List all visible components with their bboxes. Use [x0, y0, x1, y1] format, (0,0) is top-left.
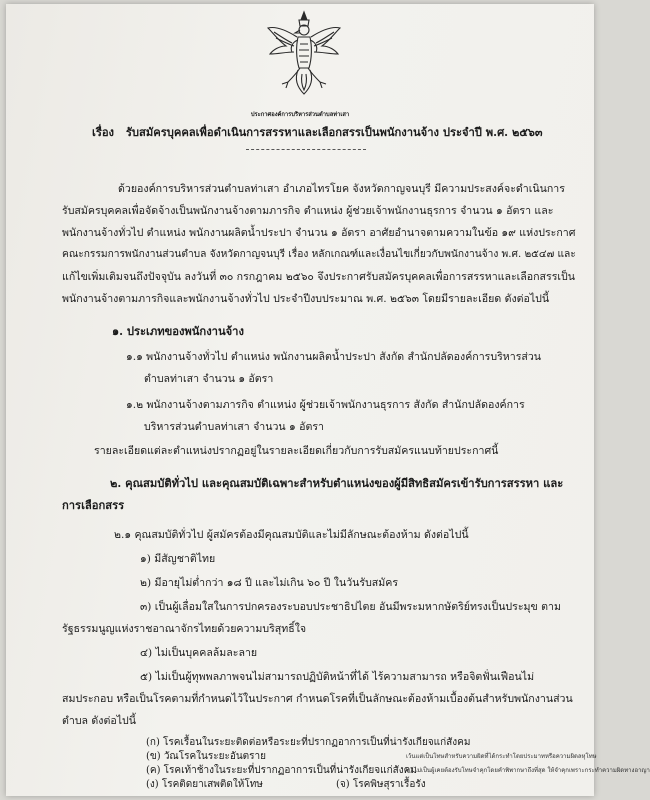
- qualification-item: ๔) ไม่เป็นบุคคลล้มละลาย: [140, 647, 258, 659]
- intro-line: คณะกรรมการพนักงานส่วนตำบล จังหวัดกาญจนบุรี เรื่อง หลักเกณฑ์และเงื่อนไขเกี่ยวกับพนักงานจ้าง พ.ศ. ๒๕๔๗ และ: [62, 249, 576, 260]
- disease-item: (ข) วัณโรคในระยะอันตราย: [146, 751, 267, 762]
- subject-line: [92, 125, 543, 139]
- subject-label: เรื่อง: [92, 125, 115, 139]
- intro-line: พนักงานจ้างตามภารกิจและพนักงานจ้างทั่วไป ประจำปีงบประมาณ พ.ศ. ๒๕๖๓ โดยมีรายละเอียด ดังต่อไปนี้: [62, 293, 550, 305]
- disease-item: (จ) โรคพิษสุราเรื้อรัง: [336, 779, 426, 790]
- disease-item: (ก) โรคเรื้อนในระยะติดต่อหรือระยะที่ปรากฏอาการเป็นที่น่ารังเกียจแก่สังคม: [146, 737, 471, 748]
- qualification-item: ๖) ไม่เป็นผู้เคยต้องรับโทษจำคุกโดยคำพิพากษาถึงที่สุด ให้จำคุกเพราะกระทำความผิดทางอาญา: [406, 767, 650, 774]
- qualification-item: ตำบล ดังต่อไปนี้: [62, 715, 137, 727]
- garuda-emblem-icon: [264, 10, 344, 98]
- qualification-item: เว้นแต่เป็นโทษสำหรับความผิดที่ได้กระทำโดยประมาทหรือความผิดลหุโทษ: [406, 753, 597, 760]
- section-2-item: ๒.๑ คุณสมบัติทั่วไป ผู้สมัครต้องมีคุณสมบัติและไม่มีลักษณะต้องห้าม ดังต่อไปนี้: [114, 529, 469, 541]
- qualification-item: ๓) เป็นผู้เลื่อมใสในการปกครองระบอบประชาธิปไตย อันมีพระมหากษัตริย์ทรงเป็นประมุข ตาม: [140, 601, 561, 613]
- qualification-item: สมประกอบ หรือเป็นโรคตามที่กำหนดไว้ในประกาศ กำหนดโรคที่เป็นลักษณะต้องห้ามเบื้องต้นสำหรับพนักงานส่วน: [62, 693, 573, 705]
- qualification-item: รัฐธรรมนูญแห่งราชอาณาจักรไทยด้วยความบริสุทธิ์ใจ: [62, 623, 307, 635]
- intro-line: รับสมัครบุคคลเพื่อจัดจ้างเป็นพนักงานจ้างตามภารกิจ ตำแหน่ง ผู้ช่วยเจ้าพนักงานธุรการ จำนวน ๑ อัตรา และ: [62, 205, 554, 217]
- section-1-heading: ๑. ประเภทของพนักงานจ้าง: [112, 324, 244, 338]
- document-page: [6, 4, 650, 796]
- subject-text: รับสมัครบุคคลเพื่อดำเนินการสรรหาและเลือกสรรเป็นพนักงานจ้าง ประจำปี พ.ศ. ๒๕๖๓: [125, 125, 543, 139]
- section-1-item: ตำบลท่าเสา จำนวน ๑ อัตรา: [144, 373, 274, 385]
- qualification-item: ๑) มีสัญชาติไทย: [140, 553, 216, 565]
- disease-item: (ค) โรคเท้าช้างในระยะที่ปรากฏอาการเป็นที่น่ารังเกียจแก่สังคม: [146, 765, 417, 776]
- section-1-item: ๑.๒ พนักงานจ้างตามภารกิจ ตำแหน่ง ผู้ช่วยเจ้าพนักงานธุรการ สังกัด สำนักปลัดองค์การ: [126, 399, 525, 411]
- qualification-item: ๒) มีอายุไม่ต่ำกว่า ๑๘ ปี และไม่เกิน ๖๐ ปี ในวันรับสมัคร: [140, 577, 399, 589]
- section-2-heading: การเลือกสรร: [62, 498, 125, 512]
- section-1-item: บริหารส่วนตำบลท่าเสา จำนวน ๑ อัตรา: [144, 421, 325, 433]
- section-1-item: ๑.๑ พนักงานจ้างทั่วไป ตำแหน่ง พนักงานผลิตน้ำประปา สังกัด สำนักปลัดองค์การบริหารส่วน: [126, 351, 542, 363]
- header-divider: [246, 149, 366, 150]
- intro-line: ด้วยองค์การบริหารส่วนตำบลท่าเสา อำเภอไทรโยค จังหวัดกาญจนบุรี มีความประสงค์จะดำเนินการ: [118, 183, 565, 195]
- intro-line: พนักงานจ้างทั่วไป ตำแหน่ง พนักงานผลิตน้ำประปา จำนวน ๑ อัตรา อาศัยอำนาจตามความในข้อ ๑๙ แห่งประกาศ: [62, 227, 576, 239]
- org-title: ประกาศองค์การบริหารส่วนตำบลท่าเสา: [250, 112, 350, 118]
- section-2-heading: ๒. คุณสมบัติทั่วไป และคุณสมบัติเฉพาะสำหรับตำแหน่งของผู้มีสิทธิสมัครเข้ารับการสรรหา และ: [110, 476, 564, 490]
- section-1-note: รายละเอียดแต่ละตำแหน่งปรากฏอยู่ในรายละเอียดเกี่ยวกับการรับสมัครแนบท้ายประกาศนี้: [94, 445, 499, 457]
- disease-item: (ง) โรคติดยาเสพติดให้โทษ: [146, 779, 263, 790]
- intro-line: แก้ไขเพิ่มเติมจนถึงปัจจุบัน ลงวันที่ ๓๐ กรกฎาคม ๒๕๖๐ จึงประกาศรับสมัครบุคคลเพื่อการสรรหาและเลือกสรรเป็น: [62, 271, 575, 283]
- qualification-item: ๕) ไม่เป็นผู้ทุพพลภาพจนไม่สามารถปฏิบัติหน้าที่ได้ ไร้ความสามารถ หรือจิตฟั่นเฟือนไม่: [140, 671, 535, 683]
